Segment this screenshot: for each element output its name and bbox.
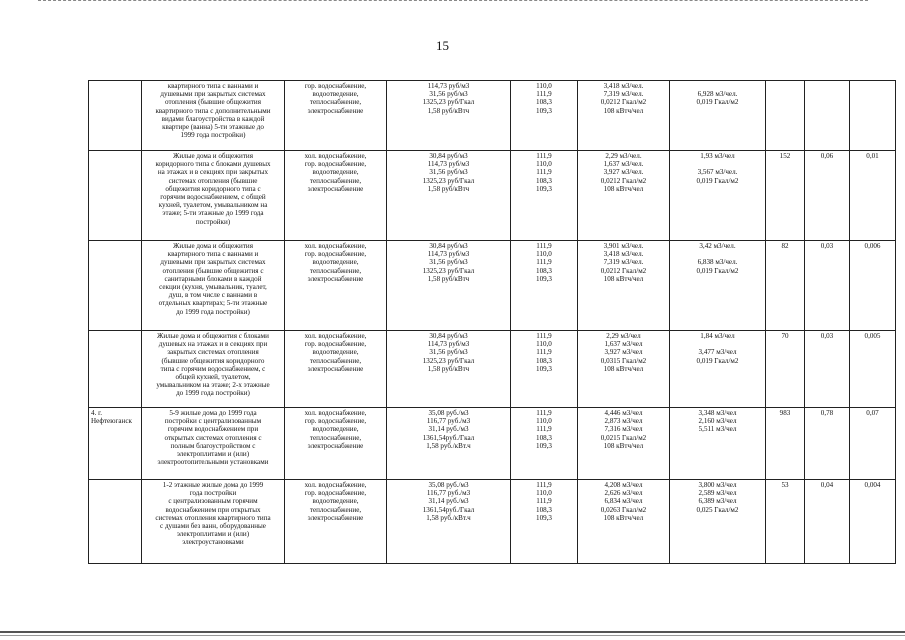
settlement-cell — [89, 480, 142, 564]
share2-cell: 0,004 — [850, 480, 896, 564]
tariffs-cell: 30,84 руб/м3 114,73 руб/м3 31,56 руб/м3 1325,23 руб/Гкал 1,58 руб/кВтч — [387, 151, 511, 241]
count-cell — [766, 81, 805, 151]
indices-cell: 111,9 110,0 111,9 108,3 109,3 — [511, 151, 578, 241]
norms-cell: 3,418 м3/чел. 7,319 м3/чел. 0,0212 Гкал/м2 108 кВтч/чел — [578, 81, 670, 151]
count-cell: 82 — [766, 241, 805, 331]
services-cell: хол. водоснабжение, гор. водоснабжение, водоотведение, теплоснабжение, электроснабжение — [285, 241, 387, 331]
count-cell: 983 — [766, 408, 805, 480]
norms-cell: 3,901 м3/чел. 3,418 м3/чел. 7,319 м3/чел. 0,0212 Гкал/м2 108 кВтч/чел — [578, 241, 670, 331]
housing-type-cell: 5-9 жилые дома до 1999 года постройки с централизованным горячим водоснабжением при открытых системах отопления с полным благоустройством с электроплитами и (или) электроотопительными установками — [142, 408, 285, 480]
share1-cell: 0,04 — [805, 480, 850, 564]
indices-cell: 111,9 110,0 111,9 108,3 109,3 — [511, 331, 578, 408]
settlement-cell: 4. г. Нефтеюганск — [89, 408, 142, 480]
tariffs-cell: 35,08 руб./м3 116,77 руб./м3 31,14 руб./м3 1361,54руб./Гкал 1,58 руб./кВт.ч — [387, 408, 511, 480]
housing-type-cell: 1-2 этажные жилые дома до 1999 года постройки с централизованным горячим водоснабжением при открытых системах отопления квартирного типа с душами без ванн, оборудованные электроплитами и (или) электроустановками — [142, 480, 285, 564]
tariff-table — [88, 80, 896, 564]
share1-cell: 0,06 — [805, 151, 850, 241]
settlement-cell — [89, 81, 142, 151]
count-cell: 70 — [766, 331, 805, 408]
indices-cell: 110,0 111,9 108,3 109,3 — [511, 81, 578, 151]
share1-cell: 0,78 — [805, 408, 850, 480]
norms-cell: 4,446 м3/чел 2,873 м3/чел 7,316 м3/чел 0,0215 Гкал/м2 108 кВтч/чел — [578, 408, 670, 480]
tariffs-cell: 35,08 руб./м3 116,77 руб./м3 31,14 руб./м3 1361,54руб./Гкал 1,58 руб./кВт.ч — [387, 480, 511, 564]
indices-cell: 111,9 110,0 111,9 108,3 109,3 — [511, 408, 578, 480]
services-cell: хол. водоснабжение, гор. водоснабжение, водоотведение, теплоснабжение, электроснабжение — [285, 331, 387, 408]
table-row — [89, 480, 896, 564]
table-row — [89, 408, 896, 480]
limits-cell: 3,800 м3/чел 2,589 м3/чел 6,389 м3/чел 0,025 Гкал/м2 — [670, 480, 766, 564]
services-cell: хол. водоснабжение, гор. водоснабжение, водоотведение, теплоснабжение, электроснабжение — [285, 151, 387, 241]
table-row — [89, 331, 896, 408]
housing-type-cell: квартирного типа с ваннами и душевыми при закрытых системах отопления (бывшие общежития квартирного типа с дополнительными видами благоустройства в каждой квартире (ванна) 5-ти этажные до 1999 года постройки) — [142, 81, 285, 151]
settlement-cell — [89, 151, 142, 241]
tariffs-cell: 114,73 руб/м3 31,56 руб/м3 1325,23 руб/Гкал 1,58 руб/кВтч — [387, 81, 511, 151]
housing-type-cell: Жилые дома и общежития с блоками душевых на этажах и в секциях при закрытых системах отопления (бывшие общежития коридорного типа с горячим водоснабжением, с общей кухней, туалетом, умывальником на этаже; 2-х этажные до 1999 года постройки) — [142, 331, 285, 408]
limits-cell: 1,84 м3/чел 3,477 м3/чел 0,019 Гкал/м2 — [670, 331, 766, 408]
table-row — [89, 81, 896, 151]
services-cell: хол. водоснабжение, гор. водоснабжение, водоотведение, теплоснабжение, электроснабжение — [285, 480, 387, 564]
page-number: 15 — [436, 38, 449, 53]
top-rule — [38, 0, 868, 2]
share2-cell: 0,006 — [850, 241, 896, 331]
housing-type-cell: Жилые дома и общежития коридорного типа с блоками душевых на этажах и в секциях при закрытых системах отопления (бывшие общежития коридорного типа с горячим водоснабжением, с общей кухней, туалетом, умывальником на этаже; 5-ти этажные до 1999 года постройки) — [142, 151, 285, 241]
settlement-cell — [89, 241, 142, 331]
housing-type-cell: Жилые дома и общежития квартирного типа с ваннами и душевыми при закрытых системах отопления (бывшие общежития с санитарными блоками в каждой секции (кухня, умывальник, туалет, душ, в том числе с ваннами в отдельных квартирах; 5-ти этажные до 1999 года постройки) — [142, 241, 285, 331]
limits-cell: 1,93 м3/чел 3,567 м3/чел. 0,019 Гкал/м2 — [670, 151, 766, 241]
tariffs-cell: 30,84 руб/м3 114,73 руб/м3 31,56 руб/м3 1325,23 руб/Гкал 1,58 руб/кВтч — [387, 331, 511, 408]
share2-cell: 0,005 — [850, 331, 896, 408]
services-cell: хол. водоснабжение, гор. водоснабжение, водоотведение, теплоснабжение, электроснабжение — [285, 408, 387, 480]
share1-cell: 0,03 — [805, 241, 850, 331]
count-cell: 53 — [766, 480, 805, 564]
tariff-table-sheet — [88, 80, 896, 564]
tariffs-cell: 30,84 руб/м3 114,73 руб/м3 31,56 руб/м3 1325,23 руб/Гкал 1,58 руб/кВтч — [387, 241, 511, 331]
count-cell: 152 — [766, 151, 805, 241]
services-cell: гор. водоснабжение, водоотведение, теплоснабжение, электроснабжение — [285, 81, 387, 151]
bottom-scan-edge — [0, 631, 905, 633]
indices-cell: 111,9 110,0 111,9 108,3 109,3 — [511, 480, 578, 564]
share1-cell — [805, 81, 850, 151]
table-row — [89, 151, 896, 241]
norms-cell: 2,29 м3/чел 1,637 м3/чел 3,927 м3/чел 0,0315 Гкал/м2 108 кВтч/чел — [578, 331, 670, 408]
limits-cell: 6,928 м3/чел. 0,019 Гкал/м2 — [670, 81, 766, 151]
settlement-cell — [89, 331, 142, 408]
share2-cell: 0,01 — [850, 151, 896, 241]
norms-cell: 4,208 м3/чел 2,626 м3/чел 6,834 м3/чел 0,0263 Гкал/м2 108 кВтч/чел — [578, 480, 670, 564]
indices-cell: 111,9 110,0 111,9 108,3 109,3 — [511, 241, 578, 331]
bottom-scan-edge-secondary — [0, 635, 905, 636]
share2-cell: 0,07 — [850, 408, 896, 480]
limits-cell: 3,348 м3/чел 2,160 м3/чел 5,511 м3/чел — [670, 408, 766, 480]
share1-cell: 0,03 — [805, 331, 850, 408]
share2-cell — [850, 81, 896, 151]
table-row — [89, 241, 896, 331]
limits-cell: 3,42 м3/чел. 6,838 м3/чел. 0,019 Гкал/м2 — [670, 241, 766, 331]
norms-cell: 2,29 м3/чел. 1,637 м3/чел. 3,927 м3/чел. 0,0212 Гкал/м2 108 кВтч/чел — [578, 151, 670, 241]
